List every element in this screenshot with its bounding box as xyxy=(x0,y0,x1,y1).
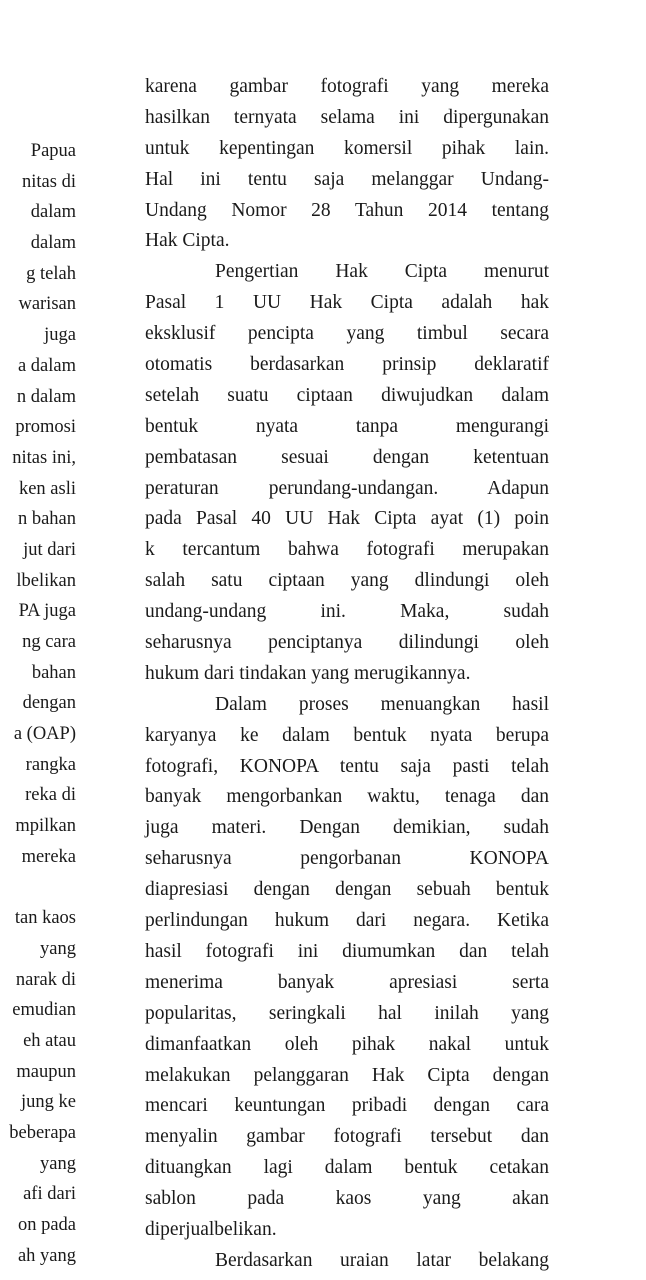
left-column-line: warisan xyxy=(18,294,76,315)
left-column-line: beberapa xyxy=(9,1123,76,1143)
left-column-line: rangka xyxy=(25,754,76,775)
right-text-column xyxy=(145,72,549,1277)
paragraph-line: eksklusif pencipta yang timbul secara xyxy=(145,323,549,345)
paragraph-line: juga materi. Dengan demikian, sudah xyxy=(145,817,549,839)
paragraph-line: menerima banyak apresiasi serta xyxy=(145,971,549,993)
paragraph-line: banyak mengorbankan waktu, tenaga dan xyxy=(145,786,549,808)
paragraph xyxy=(145,1246,549,1277)
left-column-line: on pada xyxy=(17,1215,76,1236)
left-column-line: Papua xyxy=(30,141,76,161)
paragraph-line: peraturan perundang-undangan. Adapun xyxy=(145,477,549,499)
paragraph-line: bentuk nyata tanpa mengurangi xyxy=(145,415,549,437)
left-column-line: jut dari xyxy=(23,539,76,560)
left-text-column xyxy=(0,136,76,1271)
left-column-line: PA juga xyxy=(18,601,76,622)
left-column-line: yang xyxy=(40,938,76,959)
paragraph-line: k tercantum bahwa fotografi merupakan xyxy=(145,539,549,561)
left-column-line: maupun xyxy=(16,1061,76,1082)
left-column-line: narak di xyxy=(15,969,76,990)
paragraph xyxy=(145,72,549,257)
paragraph-line: pada Pasal 40 UU Hak Cipta ayat (1) poin xyxy=(145,508,549,530)
paragraph-line: hasil fotografi ini diumumkan dan telah xyxy=(145,940,549,962)
left-column-line: dengan xyxy=(22,693,76,714)
paragraph-line: mencari keuntungan pribadi dengan cara xyxy=(145,1095,549,1117)
paragraph-line: salah satu ciptaan yang dlindungi oleh xyxy=(145,570,549,592)
paragraph-line: pembatasan sesuai dengan ketentuan xyxy=(145,446,549,468)
paragraph-line: Berdasarkan uraian latar belakang xyxy=(215,1249,549,1271)
paragraph-line: melakukan pelanggaran Hak Cipta dengan xyxy=(145,1064,549,1086)
paragraph-line: Dalam proses menuangkan hasil xyxy=(215,693,549,715)
paragraph xyxy=(145,690,549,1246)
paragraph-line: popularitas, seringkali hal inilah yang xyxy=(145,1002,549,1024)
left-column-line: a (OAP) xyxy=(13,724,76,745)
left-column-line: dalam xyxy=(30,202,76,223)
left-column-line: jung ke xyxy=(21,1092,76,1113)
paragraph-line: dimanfaatkan oleh pihak nakal untuk xyxy=(145,1033,549,1055)
paragraph-line: Undang Nomor 28 Tahun 2014 tentang xyxy=(145,199,549,221)
left-column-line: juga xyxy=(44,325,76,346)
paragraph-line: karyanya ke dalam bentuk nyata berupa xyxy=(145,724,549,746)
paragraph-line: sablon pada kaos yang akan xyxy=(145,1188,549,1210)
left-column-line: yang xyxy=(40,1153,76,1174)
left-column-line: n dalam xyxy=(16,386,76,407)
paragraph-line: Hak Cipta. xyxy=(145,230,230,252)
left-column-line: g telah xyxy=(26,263,76,284)
left-column-line: n bahan xyxy=(17,509,76,530)
paragraph-line: untuk kepentingan komersil pihak lain. xyxy=(145,137,549,159)
left-column-line: tan kaos xyxy=(14,908,76,929)
paragraph-line: dituangkan lagi dalam bentuk cetakan xyxy=(145,1157,549,1179)
left-column-line: reka di xyxy=(25,785,76,806)
paragraph-line: perlindungan hukum dari negara. Ketika xyxy=(145,910,549,932)
paragraph-line: seharusnya pengorbanan KONOPA xyxy=(145,848,549,870)
left-column-line: eh atau xyxy=(23,1030,76,1051)
paragraph-line: undang-undang ini. Maka, sudah xyxy=(145,601,549,623)
paragraph-line: diapresiasi dengan dengan sebuah bentuk xyxy=(145,879,549,901)
paragraph-line: Hal ini tentu saja melanggar Undang- xyxy=(145,168,549,190)
left-column-line: nitas di xyxy=(22,171,76,192)
left-column-line: promosi xyxy=(15,417,76,438)
left-column-line: mereka xyxy=(21,846,76,867)
left-column-line: lbelikan xyxy=(16,570,76,591)
paragraph-line: otomatis berdasarkan prinsip deklaratif xyxy=(145,354,549,376)
paragraph xyxy=(145,257,549,689)
paragraph-line: karena gambar fotografi yang mereka xyxy=(145,76,549,97)
paragraph-line: Pengertian Hak Cipta menurut xyxy=(215,261,549,283)
paragraph-line: setelah suatu ciptaan diwujudkan dalam xyxy=(145,384,549,406)
paragraph-line: fotografi, KONOPA tentu saja pasti telah xyxy=(145,755,549,777)
left-column-line: afi dari xyxy=(23,1184,76,1205)
paragraph-line: Pasal 1 UU Hak Cipta adalah hak xyxy=(145,292,549,314)
paragraph-line: diperjualbelikan. xyxy=(145,1218,277,1240)
left-column-line: mpilkan xyxy=(15,816,76,837)
left-column-line: ken asli xyxy=(18,478,76,499)
left-column-line: emudian xyxy=(12,1000,76,1021)
paragraph-line: seharusnya penciptanya dilindungi oleh xyxy=(145,632,549,654)
paragraph-line: menyalin gambar fotografi tersebut dan xyxy=(145,1126,549,1148)
left-column-line: ng cara xyxy=(22,632,76,652)
left-column-line: ah yang xyxy=(17,1245,76,1266)
left-column-line xyxy=(0,873,76,904)
paragraph-line: hukum dari tindakan yang merugikannya. xyxy=(145,662,471,684)
paragraph-line: hasilkan ternyata selama ini dipergunakan xyxy=(145,106,549,128)
left-column-line: nitas ini, xyxy=(12,447,76,468)
left-column-line: dalam xyxy=(30,233,76,254)
left-column-line: bahan xyxy=(31,662,76,683)
left-column-line: a dalam xyxy=(17,355,76,376)
